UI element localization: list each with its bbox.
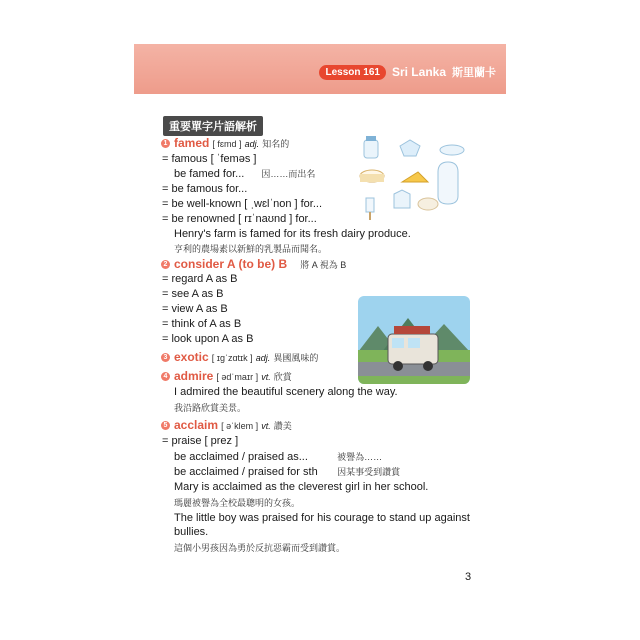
meaning: 將 A 視為 B	[300, 260, 347, 270]
example-en: Henry's farm is famed for its fresh dairy produce.	[174, 228, 411, 240]
meaning: 欣賞	[273, 372, 292, 382]
entry-famed-headline	[174, 136, 289, 151]
synonym-line: = be famous for...	[162, 183, 248, 195]
synonym-line: = look upon A as B	[162, 333, 254, 345]
entry-admire-headline	[174, 369, 292, 384]
part-of-speech: adj.	[244, 139, 260, 149]
lesson-title-row	[319, 64, 496, 80]
entry-consider-headline	[174, 257, 346, 272]
phrase-en: be famed for...	[174, 168, 245, 180]
entry-acclaim-headline	[174, 418, 292, 433]
synonym-line: = see A as B	[162, 288, 224, 300]
phrase-en: be acclaimed / praised for sth	[174, 466, 318, 478]
phonetic: [ əˈklem ]	[221, 421, 259, 431]
page-number: 3	[465, 571, 472, 583]
part-of-speech: adj.	[255, 353, 271, 363]
headword-famed: famed	[174, 136, 210, 150]
lesson-header-band	[134, 44, 506, 94]
synonym-line: = be well-known [ ˌwɛlˈnon ] for...	[162, 198, 323, 210]
lesson-badge: Lesson 161	[319, 65, 385, 80]
example-en-continued: bullies.	[174, 526, 209, 538]
headword-acclaim: acclaim	[174, 418, 219, 432]
example-en: The little boy was praised for his courage to stand up against	[174, 512, 470, 524]
example-zh: 瑪麗被譽為全校最聰明的女孩。	[174, 498, 301, 508]
headword-exotic: exotic	[174, 350, 209, 364]
part-of-speech: vt.	[261, 421, 271, 431]
entry-number-2: 2	[161, 260, 170, 269]
example-en: Mary is acclaimed as the cleverest girl in her school.	[174, 481, 429, 493]
meaning: 知名的	[262, 139, 290, 149]
meaning: 讚美	[273, 421, 292, 431]
synonym-line: = praise [ prez ]	[162, 435, 239, 447]
phrase-zh: 被譽為……	[337, 452, 383, 462]
phrase-en: be acclaimed / praised as...	[174, 451, 308, 463]
phonetic: [ ədˈmaɪr ]	[216, 372, 259, 382]
phrase-zh: 因某事受到讚賞	[337, 467, 401, 477]
road-trip-illustration	[358, 296, 470, 384]
example-en: I admired the beautiful scenery along the way.	[174, 386, 398, 398]
lesson-title-zh: 斯里蘭卡	[452, 67, 496, 79]
entry-number-5: 5	[161, 421, 170, 430]
synonym-line: = famous [ ˈfeməs ]	[162, 153, 257, 165]
synonym-line: = think of A as B	[162, 318, 242, 330]
synonym-line: = regard A as B	[162, 273, 238, 285]
phrase-line	[174, 167, 315, 181]
example-zh: 我沿路欣賞美景。	[174, 403, 247, 413]
example-zh: 這個小男孩因為勇於反抗惡霸而受到讚賞。	[174, 543, 346, 553]
headword-admire: admire	[174, 369, 214, 383]
headword-consider: consider A (to be) B	[174, 257, 288, 271]
synonym-line: = be renowned [ rɪˈnaʊnd ] for...	[162, 213, 317, 225]
meaning: 異國風味的	[273, 353, 319, 363]
entry-exotic-headline	[174, 350, 318, 365]
dairy-products-illustration	[358, 132, 468, 224]
phrase-line	[174, 465, 400, 479]
entry-number-4: 4	[161, 372, 170, 381]
synonym-line: = view A as B	[162, 303, 228, 315]
section-title: 重要單字片語解析	[163, 116, 263, 136]
phonetic: [ fɛmd ]	[212, 139, 242, 149]
example-zh: 亨利的農場素以新鮮的乳製品而聞名。	[174, 244, 328, 254]
entry-number-3: 3	[161, 353, 170, 362]
phrase-line	[174, 450, 382, 464]
part-of-speech: vt.	[261, 372, 271, 382]
phrase-zh: 因……而出名	[261, 169, 316, 179]
entry-number-1: 1	[161, 139, 170, 148]
phonetic: [ ɪgˈzɑtɪk ]	[211, 353, 253, 363]
lesson-title-en: Sri Lanka	[391, 65, 446, 79]
